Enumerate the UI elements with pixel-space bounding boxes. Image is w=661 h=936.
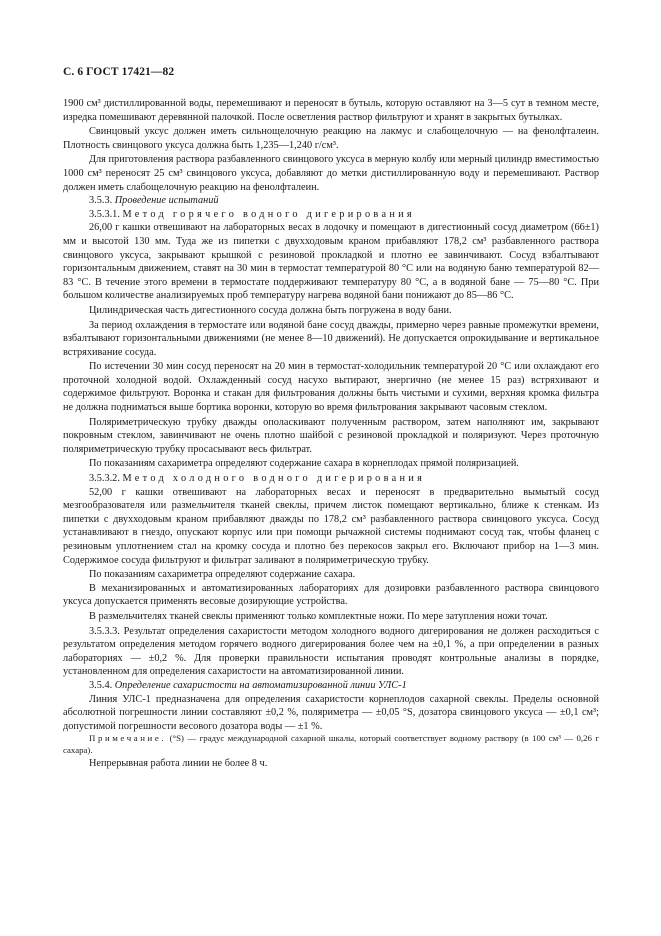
document-body <box>63 97 599 771</box>
paragraph: 26,00 г кашки отвешивают на лабораторных весах в лодочку и помещают в дигестионный сосуд диаметром (66±1) мм и высотой 130 мм. Туда же из пипетки с двухходовым краном прибавляют 178,2 см³ разбавленного раствора свинцового уксуса, закрывают крышкой с резиновой прокладкой и плотно ее завинчивают. Сосуд взбалтывают горизонтальным движением, ставят на 30 мин в термостат температурой 80 °С или на водяную баню температурой 82—83 °С. В течение этого времени в термостате поддерживают температуру 80 °С, а в водяной бане — 75—80 °С. При большом количестве анализируемых проб температуру нагрева водяной бани понижают до 85—86 °С. <box>63 222 599 302</box>
paragraph: Свинцовый уксус должен иметь сильнощелочную реакцию на лакмус и слабощелочную — на фенолфталеин. Плотность свинцового уксуса должна быть 1,235—1,240 г/см³. <box>63 126 599 151</box>
section-heading <box>63 679 599 693</box>
section-number: 3.5.3.2. <box>89 473 120 485</box>
paragraph: Непрерывная работа линии не более 8 ч. <box>89 758 268 770</box>
note-label: Примечание. <box>89 733 167 744</box>
page-header: С. 6 ГОСТ 17421—82 <box>63 66 175 78</box>
note <box>63 733 599 756</box>
paragraph: 52,00 г кашки отвешивают на лабораторных весах и переносят в предварительно вымытый сосуд мезгообразователя или размельчителя тканей свеклы, причем листок помещают вертикально, ближе к стенкам. Из пипетки с двухходовым краном прибавляют дважды по 178,2 см³ разбавленного раствора свинцового уксуса. Сосуд устанавливают в гнездо, опускают корпус или при помощи рычажной системы поднимают сосуд так, чтобы фланец с резиновым уплотнением стал на кромку сосуда и плотно без перекосов закрыл его. Включают прибор на 1—3 мин. Содержимое сосуда фильтруют и фильтрат заливают в поляриметрическую трубку. <box>63 486 599 566</box>
section-title: Метод холодного водного дигерирования <box>122 473 426 485</box>
section-title: Проведение испытаний <box>114 195 219 207</box>
paragraph: По показаниям сахариметра определяют содержание сахара. <box>89 569 356 581</box>
paragraph: По показаниям сахариметра определяют содержание сахара в корнеплодах прямой поляризацией. <box>89 458 519 470</box>
section-number: 3.5.3.1. <box>89 208 120 220</box>
paragraph: Поляриметрическую трубку дважды ополаскивают полученным раствором, затем наполняют им, закрывают покровным стеклом, завинчивают не очень плотно шайбой с резиновой прокладкой и поляризуют. Через проточную поляриметрическую трубку просасывают весь фильтрат. <box>63 416 599 455</box>
note-text: (°S) — градус международной сахарной шкалы, который соответствует водному раствору (в 100 см³ — 0,26 г сахара). <box>63 733 599 755</box>
section-title: Определение сахаристости на автоматизированной линии УЛС-1 <box>114 679 407 691</box>
paragraph: 1900 см³ дистиллированной воды, перемешивают и переносят в бутыль, которую оставляют на 3—5 сут в темном месте, изредка помешивают деревянной палочкой. После осветления раствор фильтруют и хранят в закрытых бутылках. <box>63 98 599 123</box>
paragraph: 3.5.3.3. Результат определения сахаристости методом холодного водного дигерирования не должен расходиться с результатом определения методом горячего водного дигерирования более чем на ±0,1 %, а при определении в разных лабораториях — ±0,2 %. Для проверки правильности испытания проводят контрольные анализы в порядке, установленном для определения сахаристости на автоматизированной линии. <box>63 625 599 678</box>
paragraph: Для приготовления раствора разбавленного свинцового уксуса в мерную колбу или мерный цилиндр вместимостью 1000 см³ переносят 25 см³ свинцового уксуса, добавляют до метки дистиллированную воду и перемешивают. Раствор должен иметь слабощелочную реакцию на фенолфталеин. <box>63 154 599 193</box>
paragraph: За период охлаждения в термостате или водяной бане сосуд дважды, примерно через равные промежутки времени, взбалтывают горизонтальными движениями (не менее 8—10 движений). Не допускается опрокидывание и вертикальное встряхивание сосуда. <box>63 319 599 358</box>
section-title: Метод горячего водного дигерирования <box>122 208 415 220</box>
section-number: 3.5.4. <box>89 679 113 691</box>
paragraph: Цилиндрическая часть дигестионного сосуда должна быть погружена в воду бани. <box>89 304 452 316</box>
section-heading <box>63 208 599 222</box>
section-number: 3.5.3. <box>89 195 113 207</box>
paragraph: Линия УЛС-1 предназначена для определения сахаристости корнеплодов сахарной свеклы. Пределы основной абсолютной погрешности линии составляют ±0,2 %, поляриметра — ±0,05 °S, дозатора свинцового уксуса — ±0,1 см³; допустимой погрешности весового дозатора воды — ±1 %. <box>63 693 599 732</box>
paragraph: В размельчителях тканей свеклы применяют только комплектные ножи. По мере затупления ножи точат. <box>89 610 548 622</box>
section-heading <box>63 472 599 486</box>
paragraph: По истечении 30 мин сосуд переносят на 20 мин в термостат-холодильник температурой 20 °С или охлаждают его проточной холодной водой. Охлажденный сосуд насухо вытирают, энергично (не менее 15 раз) встряхивают и содержимое фильтруют. Воронка и стакан для фильтрования должны быть чистыми и сухими, верхняя кромка фильтра не должна подниматься выше бортика воронки, которую во время фильтрования закрывают часовым стеклом. <box>63 361 599 414</box>
paragraph: В механизированных и автоматизированных лабораториях для дозировки разбавленного раствора свинцового уксуса допускается применять весовые дозирующие устройства. <box>63 582 599 608</box>
section-heading <box>63 194 599 208</box>
